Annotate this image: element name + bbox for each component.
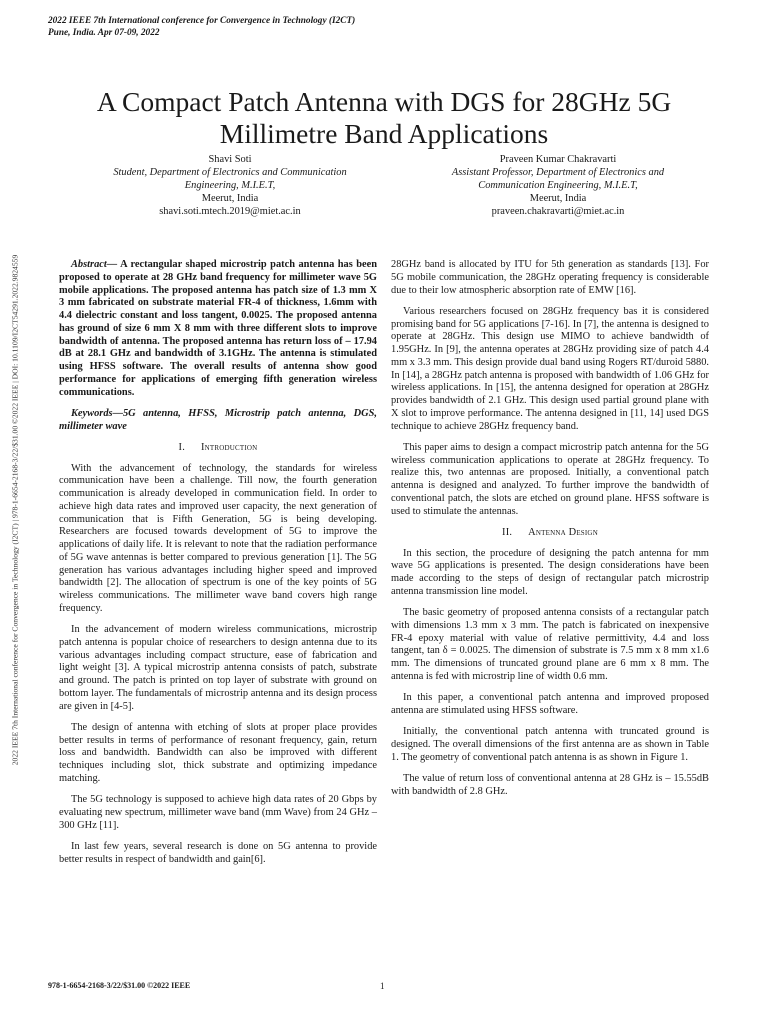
paper-title: A Compact Patch Antenna with DGS for 28GHz 5G Millimetre Band Applications	[96, 86, 672, 150]
section-number: II.	[502, 526, 513, 538]
left-column	[59, 259, 377, 875]
author-name: Shavi Soti	[208, 154, 252, 165]
author-email[interactable]: praveen.chakravarti@miet.ac.in	[491, 206, 625, 217]
footer-copyright: 978-1-6654-2168-3/22/$31.00 ©2022 IEEE	[48, 981, 191, 990]
right-column	[391, 259, 709, 807]
page-number: 1	[380, 981, 385, 991]
paragraph: With the advancement of technology, the standards for wireless communication have been a challenge. Till now, the fourth generation communication is already developed in communication field. In order to achieve high data rates and improved user capacity, the next generation of communication that is Fifth Generation, 5G is being developing. Researchers are focused towards development of 5G to improve the applications of daily life. It is relevant to note that the radiation performance of 5G wave antennas is better compared to previous generation [1]. The 5G generation has various advantages including higher speed and improved bandwidth [2]. The allocation of spectrum is one of the key points of 5G wireless communications. The millimeter wave band covers high range frequency.	[59, 462, 377, 614]
abstract-label: Abstract—	[71, 259, 118, 270]
paragraph: Initially, the conventional patch antenna with truncated ground is designed. The overall dimensions of the first antenna are as shown in Table 1. The geometry of conventional patch antenna is as shown in Figure 1.	[391, 726, 709, 763]
conference-name: 2022 IEEE 7th International conference for Convergence in Technology (I2CT)	[48, 16, 356, 26]
author-affiliation: Student, Department of Electronics and Communication	[113, 167, 347, 178]
paragraph: This paper aims to design a compact microstrip patch antenna for the 5G wireless communication applications to operate at 28GHz frequency. To realize this, two antennas are proposed. Initially, a conventional patch antenna is designed and analyzed. To further improve the bandwidth of conventional patch, the slots are etched on ground plane. HFSS software is used to stimulate the antennas.	[391, 441, 709, 517]
section-heading-antenna-design	[391, 527, 709, 540]
abstract	[59, 259, 377, 399]
author-block-1	[100, 153, 360, 218]
paragraph: In this section, the procedure of designing the patch antenna for mm wave 5G applications is presented. The design considerations have been made according to the steps of design of rectangular patch microstrip antenna transmission line model.	[391, 547, 709, 597]
side-doi-text: 2022 IEEE 7th International conference for Convergence in Technology (I2CT) | 978-1-6654-2168-3/22/$31.00 ©2022 IEEE | DOI: 10.1109/I2CT54291.2022.9824559	[10, 254, 20, 766]
author-affiliation: Assistant Professor, Department of Electronics and	[451, 167, 665, 178]
paragraph: The 5G technology is supposed to achieve high data rates of 20 Gbps by evaluating new spectrum, millimeter wave band (mm Wave) from 24 GHz – 300 GHz [11].	[59, 794, 377, 831]
keywords: Keywords—5G antenna, HFSS, Microstrip patch antenna, DGS, millimeter wave	[59, 407, 377, 432]
author-city: Meerut, India	[529, 193, 587, 204]
author-name: Praveen Kumar Chakravarti	[499, 154, 617, 165]
author-affiliation: Communication Engineering, M.I.E.T,	[478, 180, 638, 191]
section-title: Introduction	[201, 441, 258, 453]
paragraph: The value of return loss of conventional antenna at 28 GHz is – 15.55dB with bandwidth of 2.8 GHz.	[391, 772, 709, 797]
paragraph: The design of antenna with etching of slots at proper place provides better results in terms of performance of resonant frequency, gain, return loss and bandwidth. Bandwidth can also be improved with different techniques including slot, thick substrate and optimizing impedance matching.	[59, 721, 377, 784]
paragraph: 28GHz band is allocated by ITU for 5th generation as standards [13]. For 5G mobile communication, the 28GHz operating frequency is considerable due to their low atmospheric absorption rate of EMW [16].	[391, 259, 709, 296]
author-block-2	[428, 153, 688, 218]
side-doi-strip	[8, 185, 22, 835]
conference-location: Pune, India. Apr 07-09, 2022	[48, 28, 160, 38]
author-affiliation: Engineering, M.I.E.T,	[184, 180, 276, 191]
section-title: Antenna Design	[528, 526, 598, 538]
author-city: Meerut, India	[201, 193, 259, 204]
abstract-text: A rectangular shaped microstrip patch antenna has been proposed to operate at 28 GHz band frequency for millimeter wave 5G mobile applications. The proposed antenna has patch size of 1.3 mm X 3 mm fabricated on substrate material FR-4 of thickness, 1.6mm with 4.4 dielectric constant and loss tangent, 0.0025. The proposed antenna has ground of size 6 mm X 8 mm with three different slots to improve bandwidth of antenna. The proposed antenna has return loss of – 17.94 dB at 28.1 GHz and bandwidth of 3.1GHz. The antenna is stimulated using HFSS software. The overall results of antenna show good performance for applications of emerging fifth generation wireless communications.	[59, 259, 377, 398]
section-number: I.	[178, 441, 186, 453]
section-heading-introduction	[59, 442, 377, 455]
paragraph: The basic geometry of proposed antenna consists of a rectangular patch with dimensions 1.3 mm x 3 mm. The patch is fabricated on inexpensive FR-4 epoxy material with value of relative permittivity, 4.4 and loss tangent, tan δ = 0.0025. The dimension of substrate is 7.5 mm x 8 mm x1.6 mm. The dimensions of truncated ground plane are 6 mm x 8 mm. The antenna is fed with microstrip line of width 0.6 mm.	[391, 607, 709, 682]
author-email[interactable]: shavi.soti.mtech.2019@miet.ac.in	[159, 206, 301, 217]
paragraph: In this paper, a conventional patch antenna and improved proposed antenna are stimulated using HFSS software.	[391, 692, 709, 716]
paragraph: In the advancement of modern wireless communications, microstrip patch antenna is popular choice of researchers to design antenna due to its various advantages including compact structure, ease of fabrication and light weight [3]. A typical microstrip antenna consists of patch, substrate and ground. The patch is printed on top layer of substrate with ground on bottom layer. The fundamentals of microstrip antenna and its design process are given in [4-5].	[59, 624, 377, 712]
conference-header	[48, 15, 468, 39]
paragraph: In last few years, several research is done on 5G antenna to provide better results in respect of bandwidth and gain[6].	[59, 840, 377, 865]
paragraph: Various researchers focused on 28GHz frequency bas it is considered promising band for 5G applications [7-16]. In [7], the antenna is designed to operate at 28GHz. This design use MIMO to achieve bandwidth of 1.95GHz. In [9], the antenna operates at 28GHz providing size of patch 4.4 mm x 3.3 mm. This design provide dual band using Rogers RT/duroid 5880. In [14], a 28GHz patch antenna is proposed with bandwidth of 1.06 GHz for wireless applications. In [15], the antenna designed for operation at 28GHz provides bandwidth of 2.1 GHz. This design used partial ground plane with X slot to improve performance. The antenna designed in [11, 14] used DGS technique to achieve 28GHz frequency band.	[391, 305, 709, 432]
